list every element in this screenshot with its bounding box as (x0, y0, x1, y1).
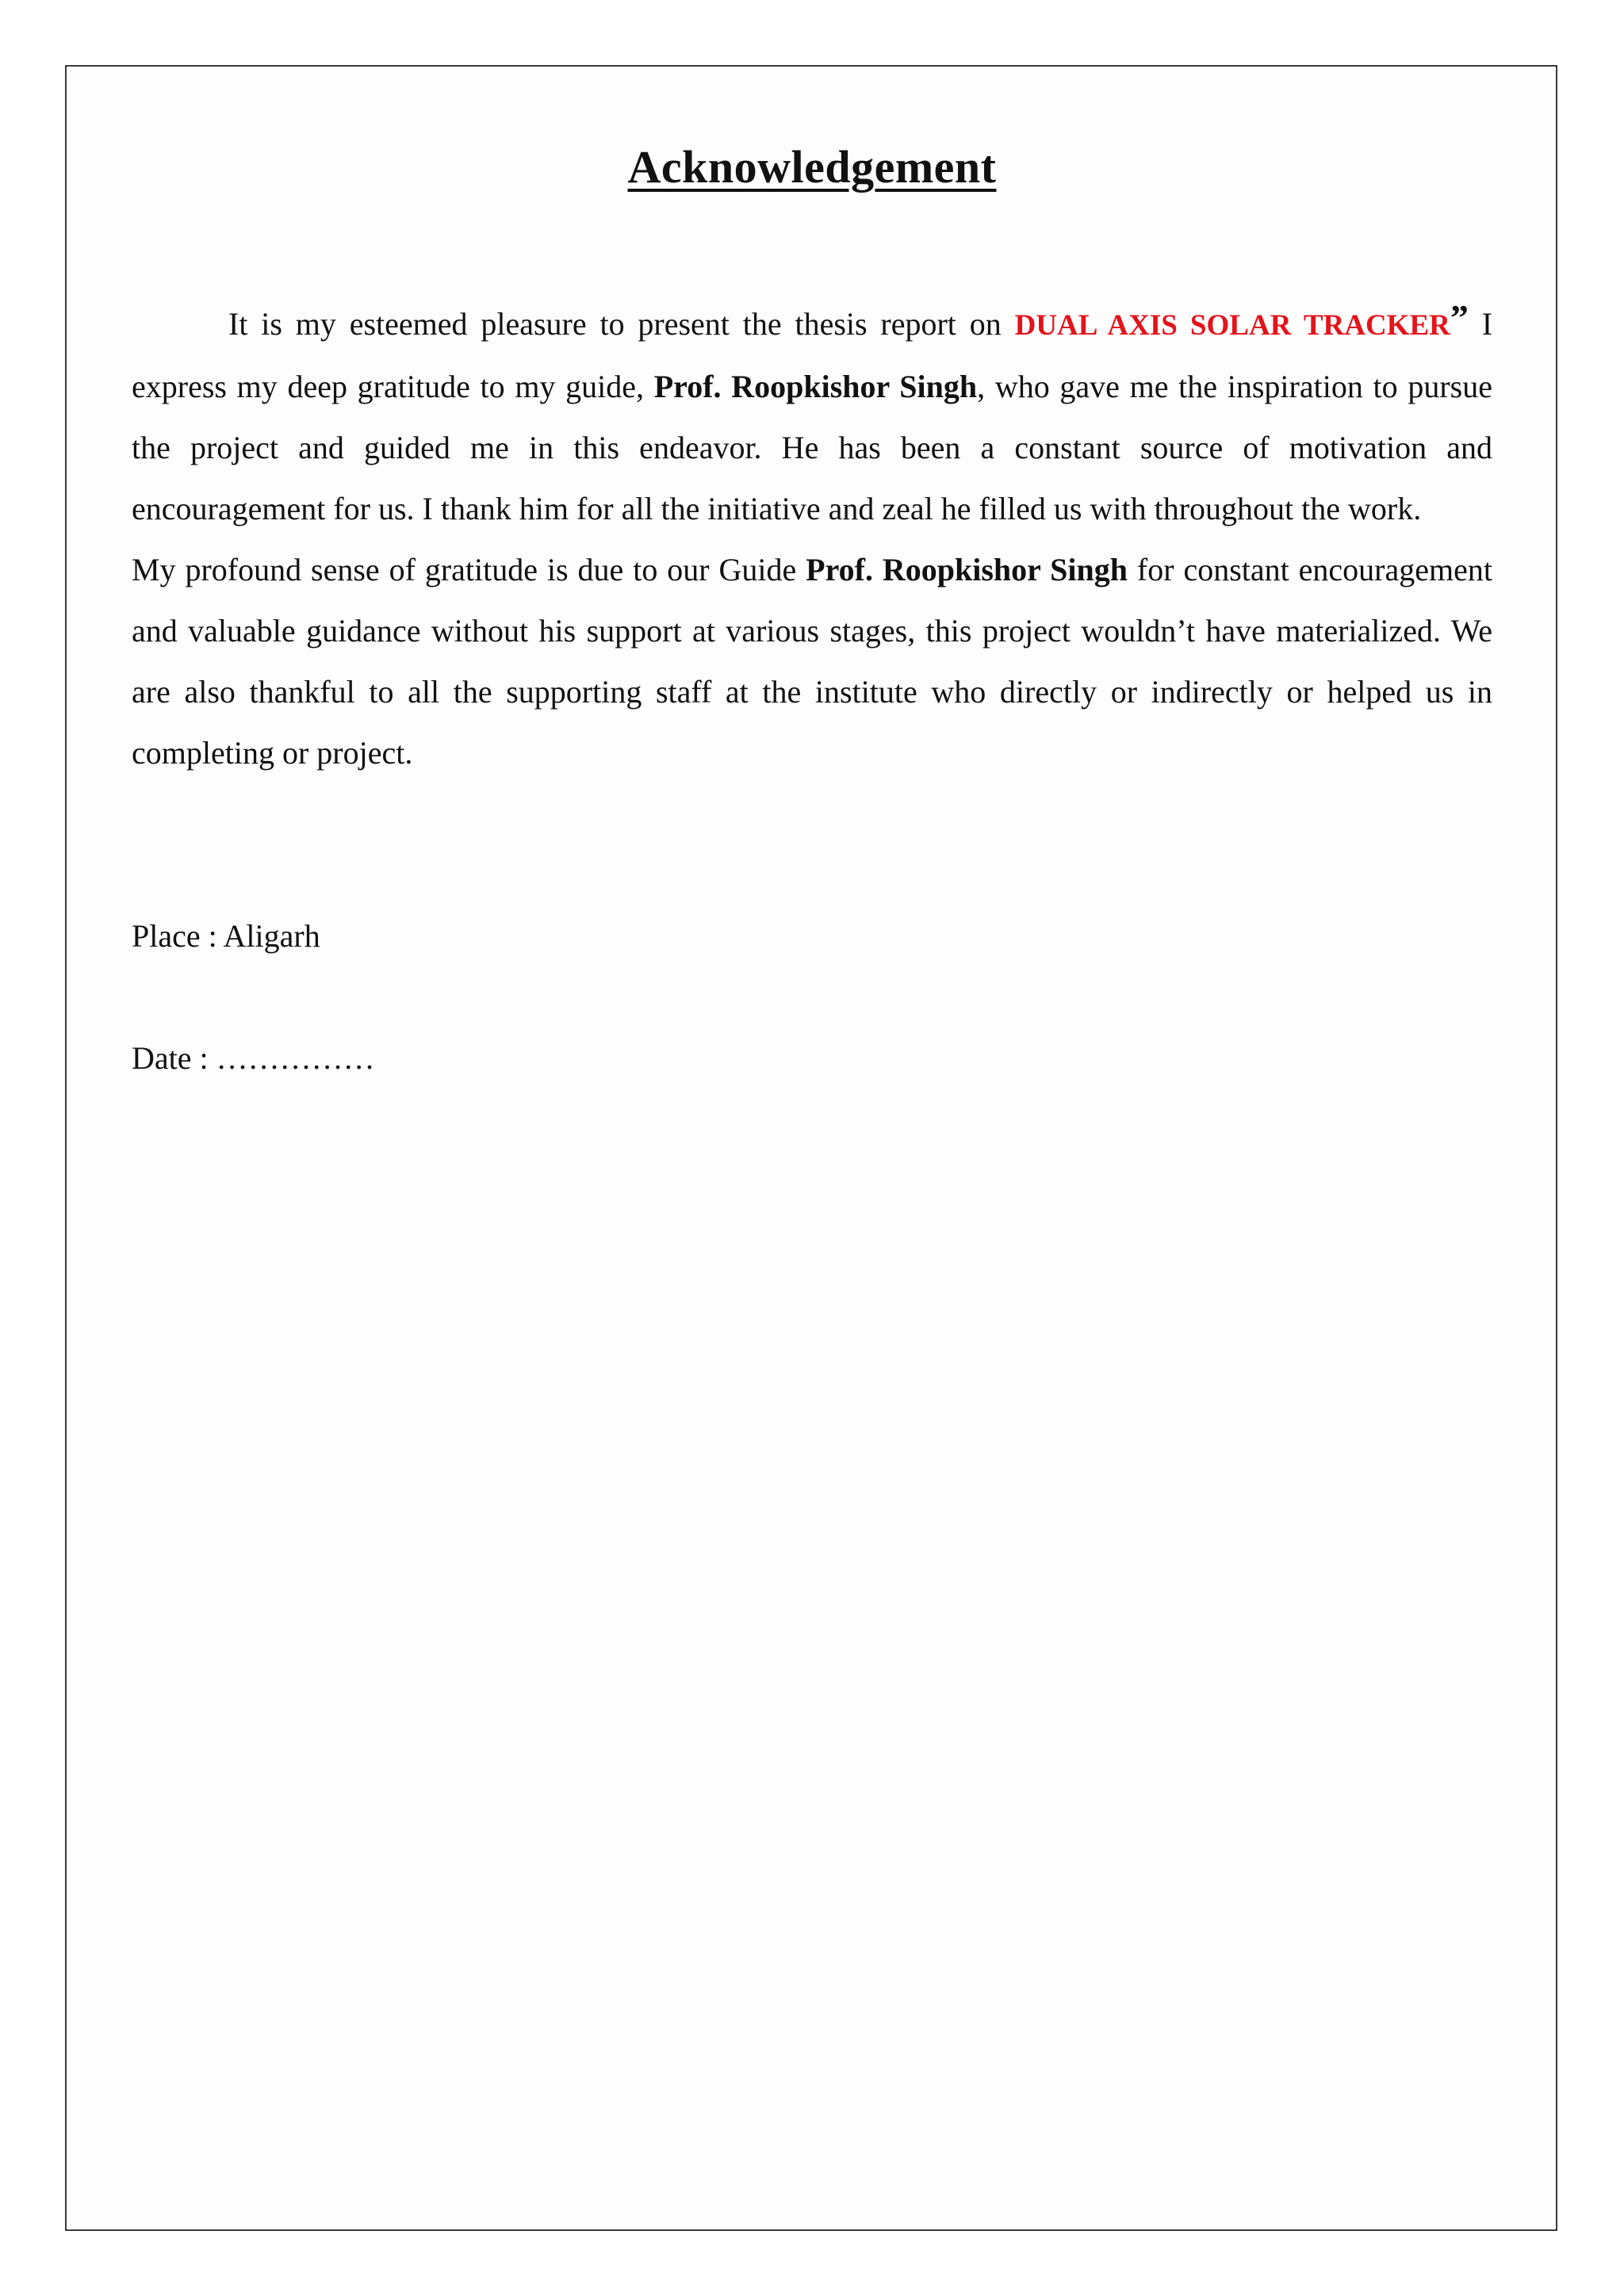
paragraph-1-rest: , who gave me the inspiration to pursue the project and guided me in this endeavor. He has been a constant source of motivation and encouragement for us. I thank him for all the initiative and zeal he filled us with throughout the work. (132, 369, 1492, 526)
paragraph-1 (132, 293, 1492, 539)
paragraph-1-after-title: I express my deep gratitude to my guide, (132, 306, 1493, 404)
place-line (132, 917, 320, 955)
date-value: …………… (216, 1040, 375, 1076)
paragraph-2 (132, 539, 1492, 783)
date-label: Date : (132, 1040, 216, 1076)
project-title: DUAL AXIS SOLAR TRACKER (1014, 309, 1450, 342)
acknowledgement-body (132, 293, 1492, 783)
guide-name: Prof. Roopkishor Singh (806, 552, 1128, 587)
date-line (132, 1039, 375, 1077)
paragraph-1-intro: It is my esteemed pleasure to present the thesis report on (228, 306, 1015, 342)
paragraph-2-rest: for constant encouragement and valuable guidance without his support at various stages, this project wouldn’t have materialized. We are also thankful to all the supporting staff at the institute who directly or indirectly or helped us in completing or project. (132, 552, 1492, 771)
guide-name: Prof. Roopkishor Singh (653, 369, 978, 404)
page-title: Acknowledgement (627, 141, 997, 193)
place-label: Place : (132, 918, 224, 954)
closing-quote: ” (1450, 297, 1469, 338)
place-value: Aligarh (223, 918, 320, 954)
paragraph-2-intro: My profound sense of gratitude is due to our Guide (132, 552, 806, 587)
